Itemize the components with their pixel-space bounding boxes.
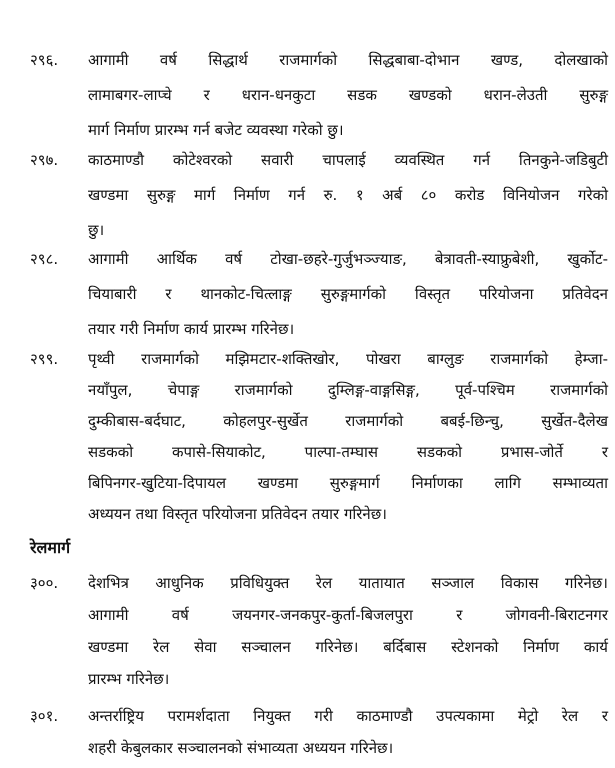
paragraph-line: अध्ययन तथा विस्तृत परियोजना प्रतिवेदन तयार गरिनेछ। bbox=[88, 505, 387, 523]
paragraph-line: आगामी वर्ष जयनगर-जनकपुर-कुर्ता-बिजलपुरा र जोगवनी-बिराटनगर bbox=[88, 606, 608, 624]
paragraph-line: प्रारम्भ गरिनेछ। bbox=[88, 670, 170, 688]
paragraph-number: २९८. bbox=[30, 250, 59, 268]
paragraph-number: २९९. bbox=[30, 350, 59, 368]
paragraph-line: अन्तर्राष्ट्रिय परामर्शदाता नियुक्त गरी काठमाण्डौ उपत्यकामा मेट्रो रेल र bbox=[88, 707, 608, 725]
paragraph-line: बिपिनगर-खुटिया-दिपायल खण्डमा सुरुङ्गमार्ग निर्माणका लागि सम्भाव्यता bbox=[88, 474, 608, 492]
paragraph-line: खण्डमा सुरुङ्ग मार्ग निर्माण गर्न रु. १ अर्ब ८० करोड विनियोजन गरेको bbox=[88, 186, 608, 204]
paragraph-line: सडकको कपासे-सियाकोट, पाल्पा-तम्घास सडकको प्रभास-जोर्ते र bbox=[88, 443, 608, 461]
paragraph-line: आगामी वर्ष सिद्धार्थ राजमार्गको सिद्धबाबा-दोभान खण्ड, दोलखाको bbox=[88, 51, 608, 69]
paragraph-line: शहरी केबुलकार सञ्चालनको संभाव्यता अध्ययन गरिनेछ। bbox=[88, 739, 394, 757]
paragraph-line: छु। bbox=[88, 221, 105, 239]
paragraph-line: मार्ग निर्माण प्रारम्भ गर्न बजेट व्यवस्था गरेको छु। bbox=[88, 121, 344, 139]
paragraph-line: पृथ्वी राजमार्गको मझिमटार-शक्तिखोर, पोखरा बाग्लुङ राजमार्गको हेम्जा- bbox=[88, 350, 608, 368]
paragraph-line: आगामी आर्थिक वर्ष टोखा-छहरे-गुर्जुभञ्ज्याङ, बेत्रावती-स्याफ्रुबेशी, खुर्कोट- bbox=[88, 250, 608, 268]
paragraph-number: ३००. bbox=[30, 574, 59, 592]
paragraph-line: खण्डमा रेल सेवा सञ्चालन गरिनेछ। बर्दिबास स्टेशनको निर्माण कार्य bbox=[88, 638, 608, 656]
paragraph-line: देशभित्र आधुनिक प्रविधियुक्त रेल यातायात सञ्जाल विकास गरिनेछ। bbox=[88, 574, 608, 592]
section-heading: रेलमार्ग bbox=[30, 538, 71, 557]
paragraph-number: २९६. bbox=[30, 51, 59, 69]
paragraph-line: लामाबगर-लाप्चे र धरान-धनकुटा सडक खण्डको धरान-लेउती सुरुङ्ग bbox=[88, 86, 608, 104]
paragraph-line: नयाँपुल, चेपाङ्ग राजमार्गको दुम्लिङ्ग-वाङ्गसिङ्ग, पूर्व-पश्चिम राजमार्गको bbox=[88, 381, 608, 399]
paragraph-number: २९७. bbox=[30, 151, 59, 169]
paragraph-line: काठमाण्डौ कोटेश्वरको सवारी चापलाई व्यवस्थित गर्न तिनकुने-जडिबुटी bbox=[88, 151, 608, 169]
paragraph-line: चियाबारी र थानकोट-चित्लाङ्ग सुरुङ्गमार्गको विस्तृत परियोजना प्रतिवेदन bbox=[88, 285, 608, 303]
paragraph-number: ३०१. bbox=[30, 707, 59, 725]
paragraph-line: दुम्कीबास-बर्दघाट, कोहलपुर-सुर्खेत राजमार्गको बबई-छिन्चु, सुर्खेत-दैलेख bbox=[88, 412, 608, 430]
paragraph-line: तयार गरी निर्माण कार्य प्रारम्भ गरिनेछ। bbox=[88, 320, 295, 338]
